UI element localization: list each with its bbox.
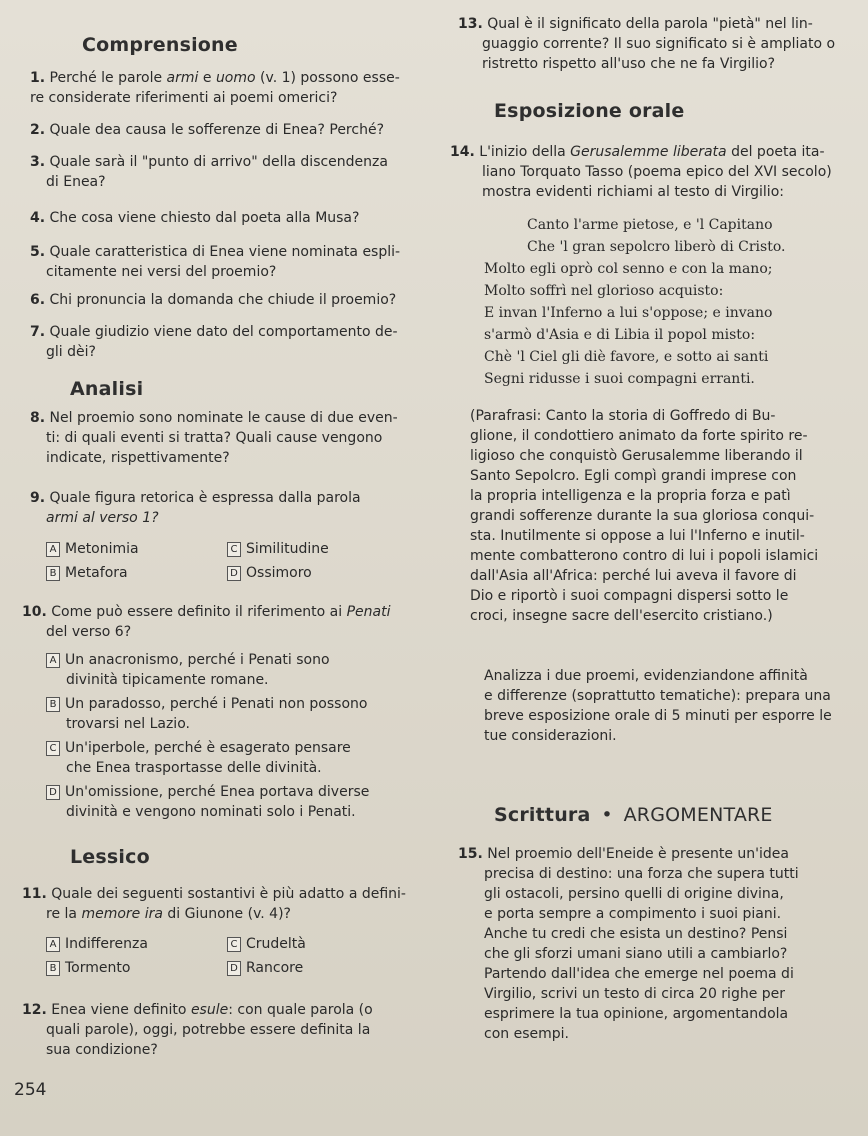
q10-option-c[interactable]: C Un'iperbole, perché è esagerato pensare che Enea trasportasse delle divinità. [46, 738, 351, 778]
question-12: 12. Enea viene definito esule: con quale parola (o quali parole), oggi, potrebbe essere definita la sua condizione? [22, 1002, 373, 1058]
section-title-comprensione: Comprensione [82, 34, 238, 56]
question-11: 11. Quale dei seguenti sostantivi è più adatto a defini- re la memore ira di Giunone (v. 4)? [22, 886, 406, 922]
tasso-poem: Canto l'arme pietose, e 'l Capitano Che 'l gran sepolcro liberò di Cristo. Molto egli oprò col senno e con la mano; Molto soffrì nel glorioso acquisto: E invan l'Inferno a lui s'oppose; e invano s'armò d'Asia e di Libia il popol misto: Chè 'l Ciel gli diè favore, e sotto ai santi Segni ridusse i suoi compagni erranti. [484, 217, 786, 387]
question-13: 13. Qual è il significato della parola "pietà" nel lin- guaggio corrente? Il suo significato si è ampliato o ristretto rispetto all'uso che ne fa Virgilio? [458, 16, 836, 72]
q10-option-d[interactable]: D Un'omissione, perché Enea portava diverse divinità e vengono nominati solo i Penati. [46, 782, 369, 822]
q10-option-b[interactable]: B Un paradosso, perché i Penati non possono trovarsi nel Lazio. [46, 694, 367, 734]
section-title-scrittura: Scrittura • ARGOMENTARE [494, 804, 773, 826]
q11-option-c[interactable]: C Crudeltà [227, 934, 306, 954]
q11-option-a[interactable]: A Indifferenza [46, 934, 148, 954]
q11-option-d[interactable]: D Rancore [227, 958, 303, 978]
question-2: 2. Quale dea causa le sofferenze di Enea? Perché? [30, 122, 384, 138]
section-title-analisi: Analisi [70, 378, 144, 400]
question-9: 9. Quale figura retorica è espressa dalla parola armi al verso 1? [30, 490, 361, 526]
section-title-esposizione-orale: Esposizione orale [494, 100, 685, 122]
question-6: 6. Chi pronuncia la domanda che chiude il proemio? [30, 292, 397, 308]
q9-option-b[interactable]: B Metafora [46, 563, 128, 583]
question-4: 4. Che cosa viene chiesto dal poeta alla Musa? [30, 210, 360, 226]
question-15: 15. Nel proemio dell'Eneide è presente un'idea precisa di destino: una forza che supera tutti gli ostacoli, persino quelli di origine divina, e porta sempre a compimento i suoi piani. Anche tu credi che esista un destino? Pensi che gli sforzi umani siano utili a cambiarlo? Partendo dall'idea che emerge nel poema di Virgilio, scrivi un testo di circa 20 righe per esprimere la tua opinione, argomentandola con esempi. [458, 846, 799, 1042]
parafrasi-text: (Parafrasi: Canto la storia di Goffredo di Bu- glione, il condottiero animato da forte spirito re- ligioso che conquistò Gerusalemme liberando il Santo Sepolcro. Egli compì grandi imprese con la propria intelligenza e la propria forza e patì grandi sofferenze durante la sua gloriosa conqui- sta. Inutilmente si oppose a lui l'Inferno e inutil- mente combatterono contro di lui i popoli islamici dall'Asia all'Africa: perché lui aveva il favore di Dio e riportò i suoi compagni dispersi sotto le croci, insegne sacre dell'esercito cristiano.) [470, 408, 819, 624]
question-14: 14. L'inizio della Gerusalemme liberata del poeta ita- liano Torquato Tasso (poema epico del XVI secolo) mostra evidenti richiami al testo di Virgilio: [450, 144, 832, 200]
q9-option-c[interactable]: C Similitudine [227, 539, 329, 559]
q9-option-d[interactable]: D Ossimoro [227, 563, 312, 583]
question-10: 10. Come può essere definito il riferimento ai Penati del verso 6? [22, 604, 391, 640]
q11-option-b[interactable]: B Tormento [46, 958, 130, 978]
question-7: 7. Quale giudizio viene dato del comportamento de- gli dèi? [30, 324, 398, 360]
oral-task-text: Analizza i due proemi, evidenziandone affinità e differenze (soprattutto tematiche): prepara una breve esposizione orale di 5 minuti per esporre le tue considerazioni. [484, 668, 832, 744]
question-8: 8. Nel proemio sono nominate le cause di due even- ti: di quali eventi si tratta? Quali cause vengono indicate, rispettivamente? [30, 410, 398, 466]
question-1: 1. Perché le parole armi e uomo (v. 1) possono esse- re considerate riferimenti ai poemi omerici? [30, 70, 400, 106]
question-3: 3. Quale sarà il "punto di arrivo" della discendenza di Enea? [30, 154, 388, 190]
question-5: 5. Quale caratteristica di Enea viene nominata espli- citamente nei versi del proemio? [30, 244, 401, 280]
page-number: 254 [14, 1080, 47, 1100]
q9-option-a[interactable]: A Metonimia [46, 539, 139, 559]
q10-option-a[interactable]: A Un anacronismo, perché i Penati sono divinità tipicamente romane. [46, 650, 330, 690]
section-title-lessico: Lessico [70, 846, 150, 868]
